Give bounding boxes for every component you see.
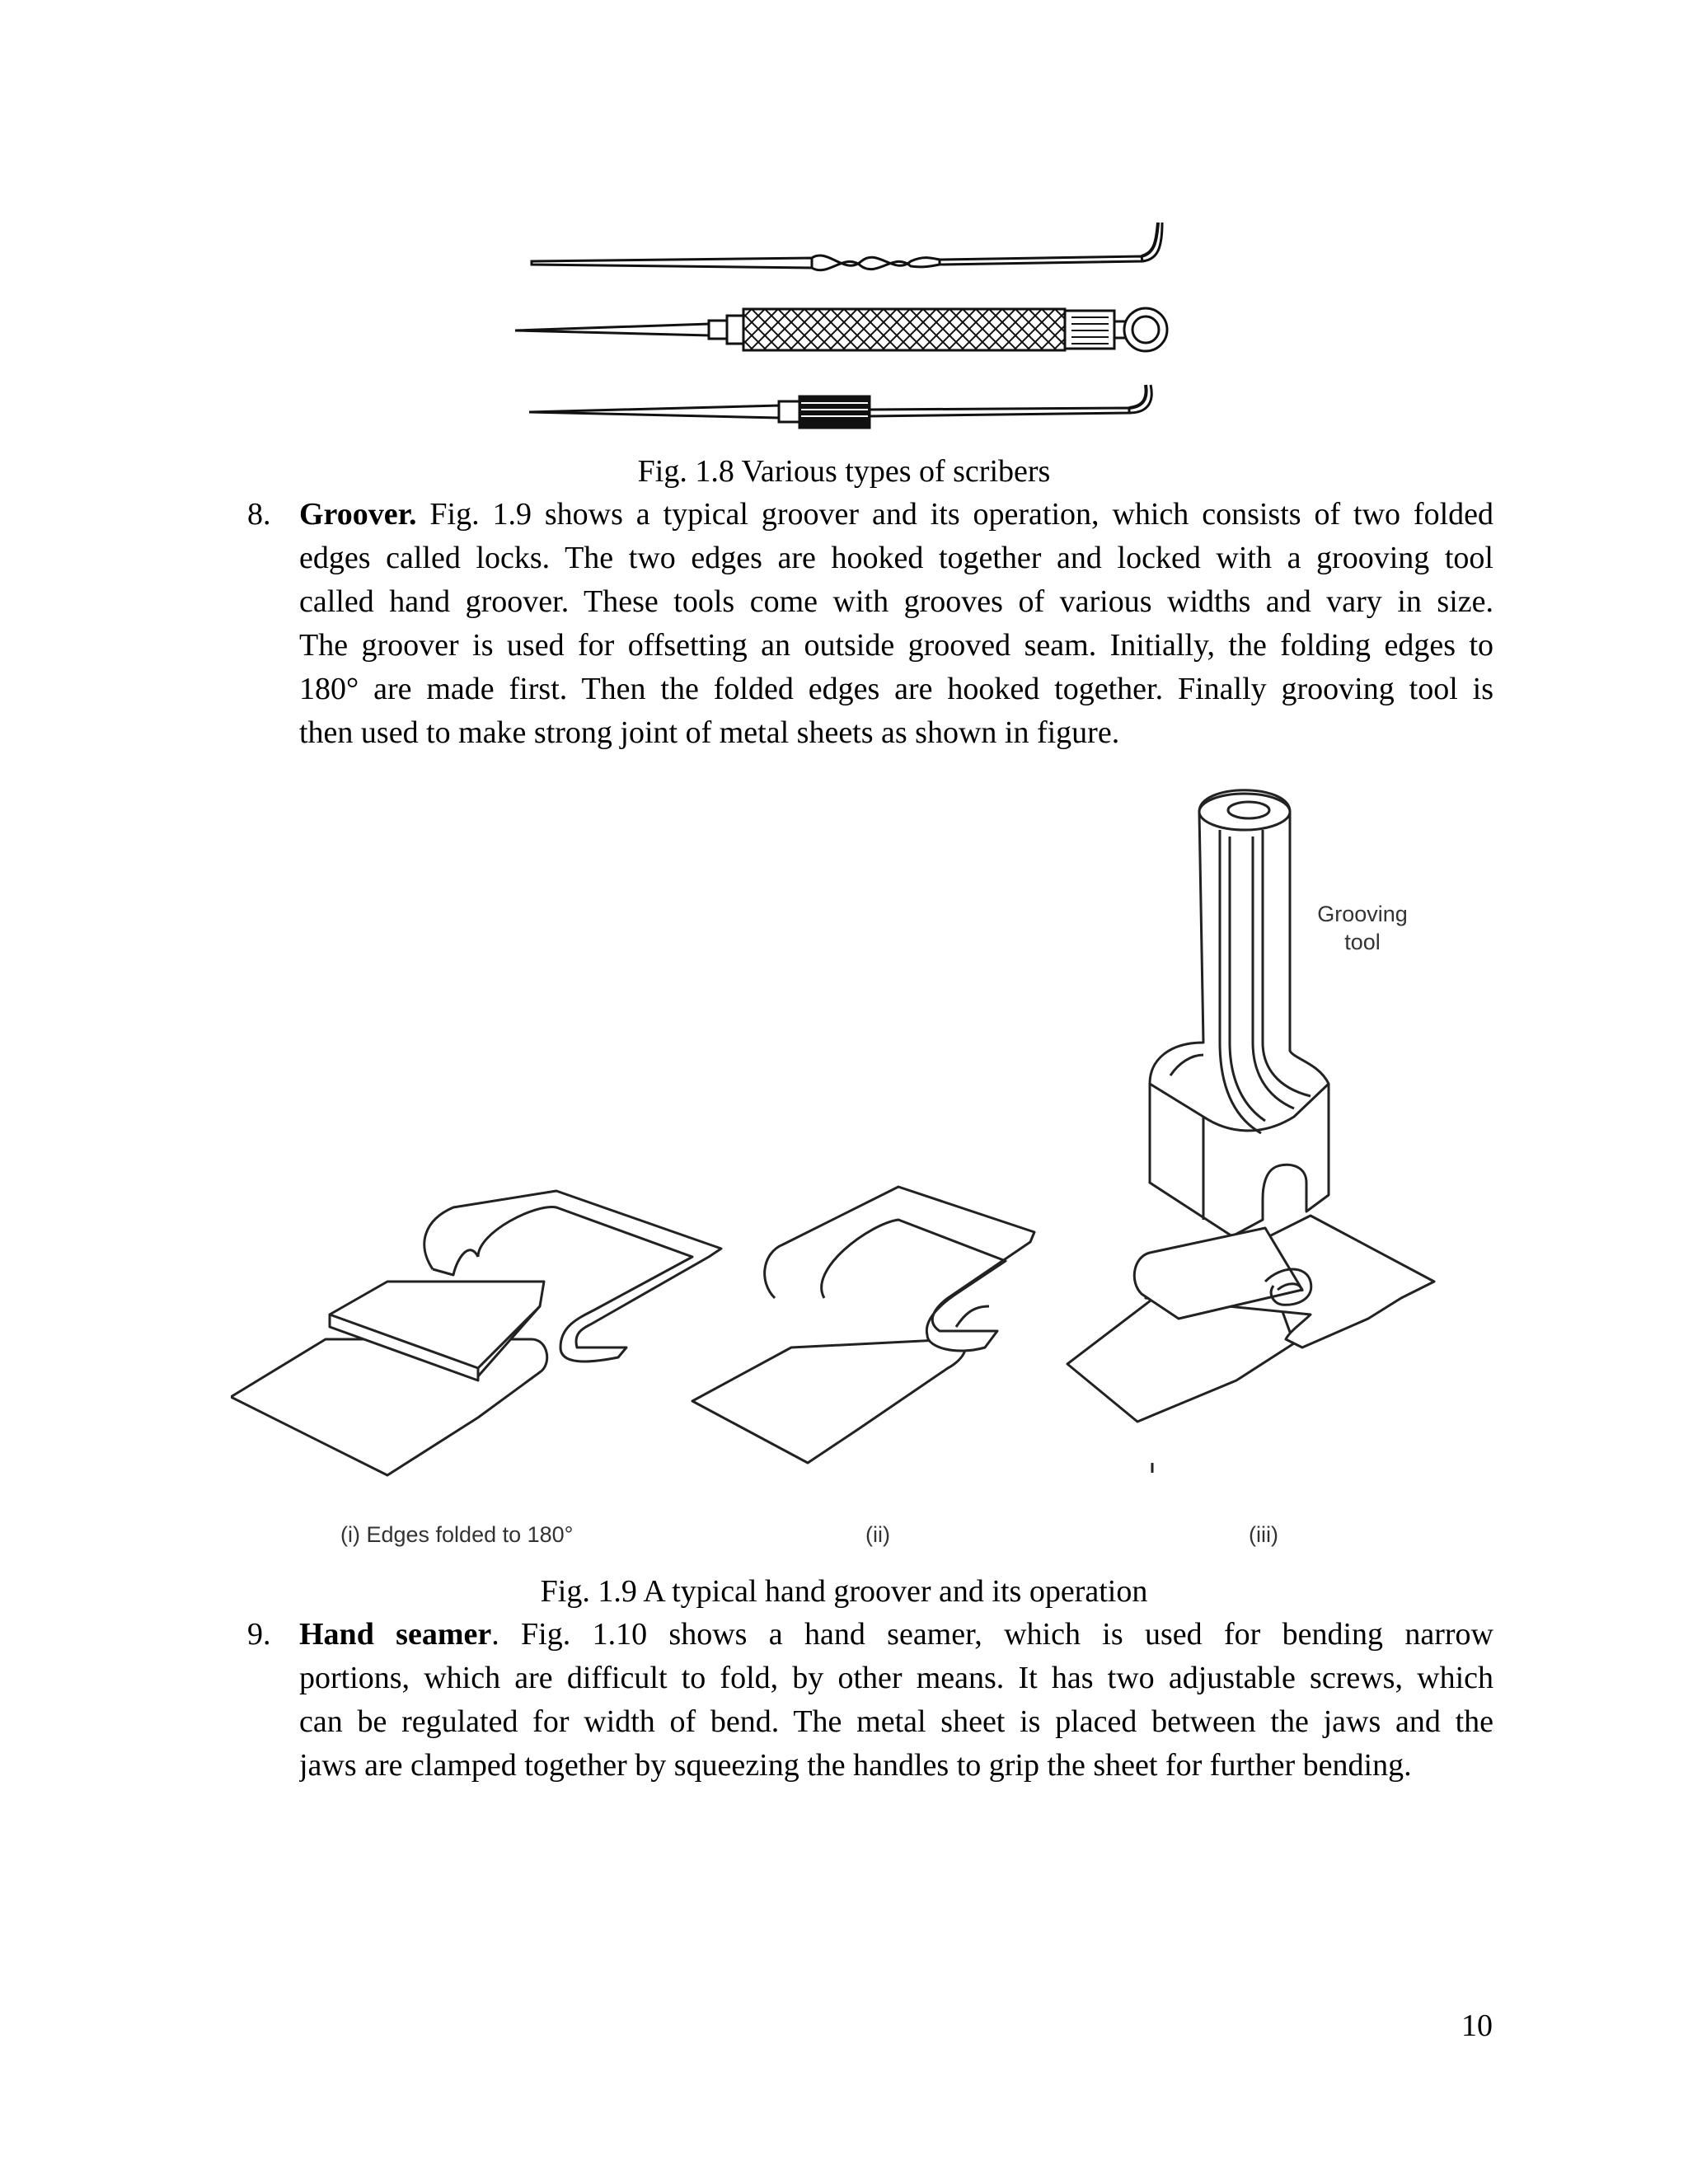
scribers-illustration <box>495 210 1203 437</box>
list-number: 8. <box>247 497 271 532</box>
grooving-tool-label: Grooving tool <box>1317 902 1408 954</box>
groover-illustration <box>231 771 1492 1508</box>
sublabel-iii: (iii) <box>1249 1522 1278 1547</box>
paragraph-line: can be regulated for width of bend. The metal sheet is placed between the jaws and the <box>299 1704 1493 1739</box>
panel-i-edges-folded <box>231 1191 721 1475</box>
fig-1-9-caption: Fig. 1.9 A typical hand groover and its operation <box>540 1574 1148 1609</box>
sublabel-i: (i) Edges folded to 180° <box>340 1522 574 1547</box>
paragraph-line: then used to make strong joint of metal sheets as shown in figure. <box>299 715 1120 750</box>
paragraph-line: Groover. Fig. 1.9 shows a typical groover and its operation, which consists of two folded <box>299 497 1493 532</box>
list-number: 9. <box>247 1617 271 1652</box>
sublabel-ii: (ii) <box>865 1522 890 1547</box>
paragraph-line: called hand groover. These tools come with grooves of various widths and vary in size. <box>299 584 1493 619</box>
term-hand-seamer: Hand seamer <box>299 1617 492 1652</box>
hook-scriber <box>529 405 779 418</box>
twisted-scriber <box>532 258 812 268</box>
hand-seamer-paragraph <box>299 1613 1493 1788</box>
paragraph-line: jaws are clamped together by squeezing the handles to grip the sheet for further bending. <box>299 1748 1412 1783</box>
paragraph-line: portions, which are difficult to fold, by other means. It has two adjustable screws, which <box>299 1661 1493 1695</box>
paragraph-line: edges called locks. The two edges are hooked together and locked with a grooving tool <box>299 541 1493 575</box>
paragraph-line: The groover is used for offsetting an outside grooved seam. Initially, the folding edges to <box>299 628 1493 663</box>
knurled-scriber <box>515 324 709 335</box>
term-groover: Groover. <box>299 497 417 532</box>
groover-paragraph <box>299 493 1493 755</box>
paragraph-line: 180° are made first. Then the folded edges are hooked together. Finally grooving tool is <box>299 672 1493 706</box>
page-number: 10 <box>1461 2008 1493 2043</box>
panel-ii-edges-hooked <box>692 1187 1034 1463</box>
paragraph-line: Hand seamer. Fig. 1.10 shows a hand seamer, which is used for bending narrow <box>299 1617 1493 1652</box>
grooving-tool <box>1150 790 1329 1236</box>
fig-1-8-caption: Fig. 1.8 Various types of scribers <box>637 454 1051 489</box>
panel-iii-grooved-seam <box>1067 1216 1434 1422</box>
